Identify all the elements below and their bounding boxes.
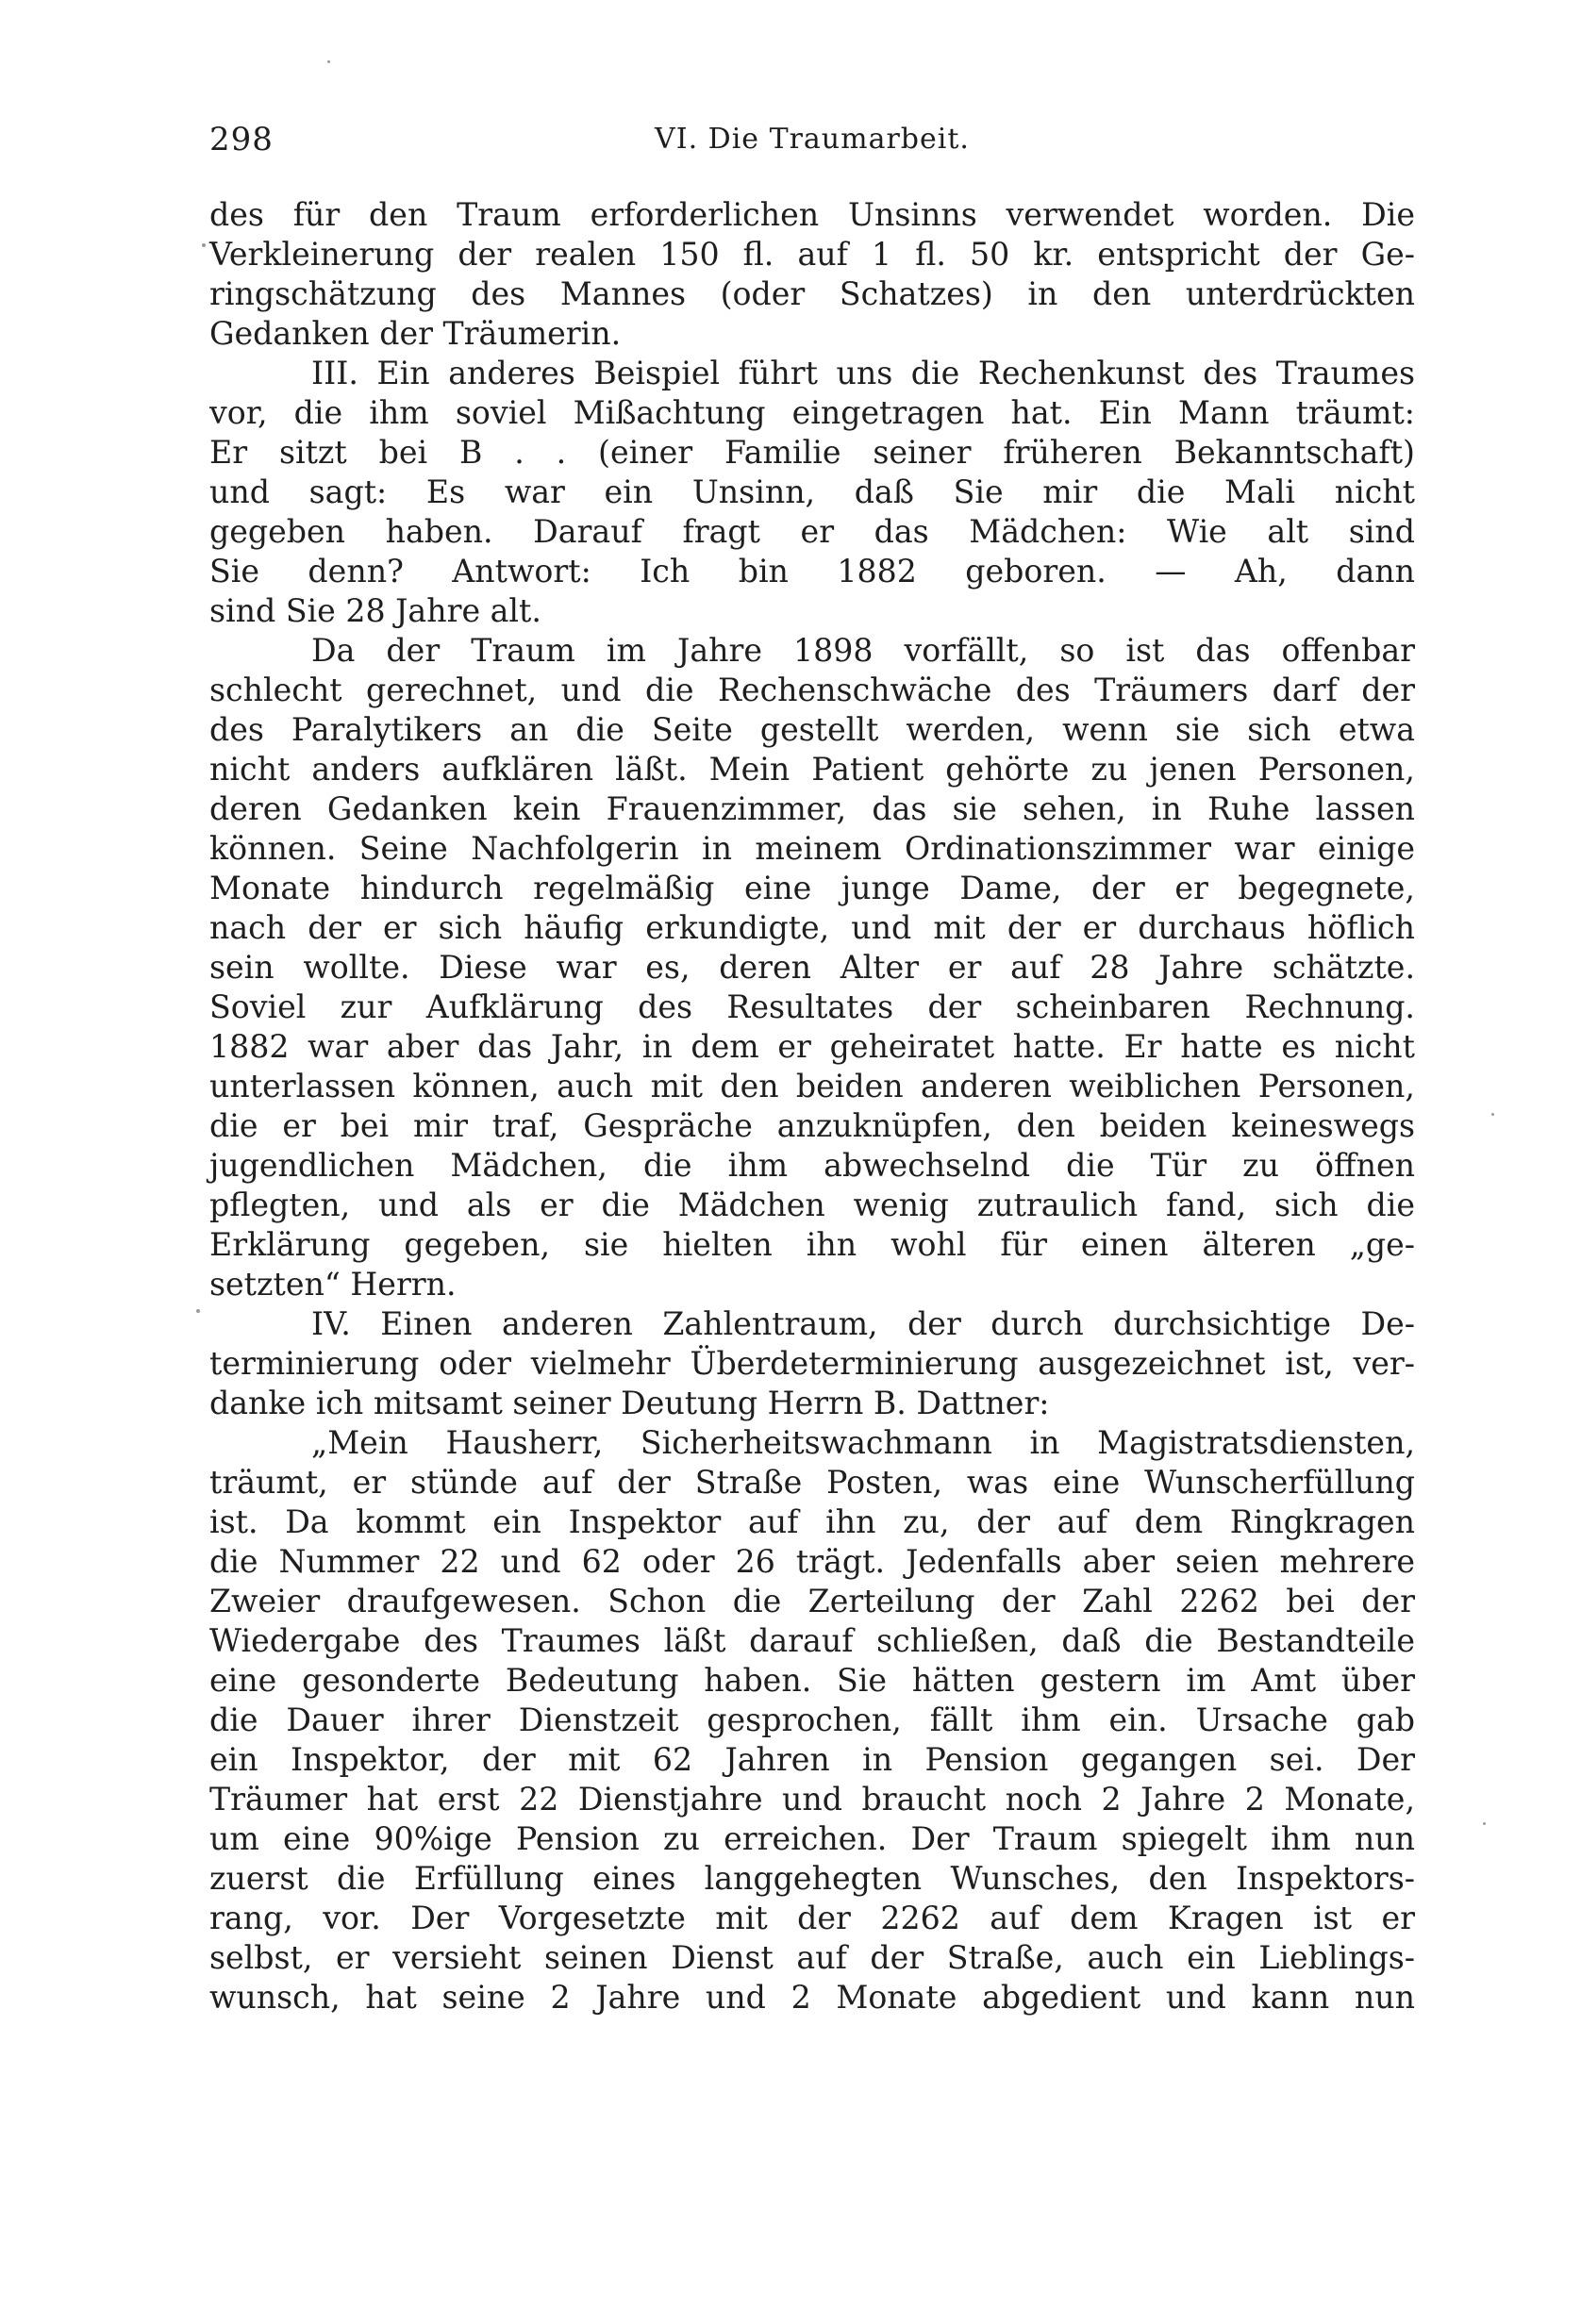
scan-speck — [202, 243, 206, 247]
text-line: setzten“ Herrn. — [209, 1266, 457, 1303]
text-line: gegeben haben. Darauf fragt er das Mädchen: Wie alt sind — [209, 513, 1415, 550]
text-line: Zweier draufgewesen. Schon die Zerteilung der Zahl 2262 bei der — [209, 1583, 1415, 1619]
text-line: wunsch, hat seine 2 Jahre und 2 Monate abgedient und kann nun — [209, 1979, 1415, 2016]
text-line: sind Sie 28 Jahre alt. — [209, 592, 541, 629]
text-line: „Mein Hausherr, Sicherheitswachmann in Magistratsdiensten, — [311, 1424, 1415, 1461]
text-line: Erklärung gegeben, sie hielten ihn wohl für einen älteren „ge- — [209, 1226, 1415, 1263]
text-line: nicht anders aufklären läßt. Mein Patient gehörte zu jenen Personen, — [209, 751, 1415, 788]
text-line: unterlassen können, auch mit den beiden anderen weiblichen Personen, — [209, 1068, 1415, 1104]
text-line: Gedanken der Träumerin. — [209, 315, 622, 352]
text-line: eine gesonderte Bedeutung haben. Sie hätten gestern im Amt über — [209, 1662, 1415, 1699]
text-line: danke ich mitsamt seiner Deutung Herrn B. Dattner: — [209, 1385, 1050, 1421]
text-line: des für den Traum erforderlichen Unsinns verwendet worden. Die — [209, 196, 1415, 233]
scan-speck — [1483, 1822, 1486, 1825]
text-line: pflegten, und als er die Mädchen wenig zutraulich fand, sich die — [209, 1187, 1415, 1223]
text-line: können. Seine Nachfolgerin in meinem Ordinationszimmer war einige — [209, 830, 1415, 867]
page-number: 298 — [209, 121, 274, 158]
text-line: ein Inspektor, der mit 62 Jahren in Pension gegangen sei. Der — [209, 1741, 1415, 1778]
text-line: vor, die ihm soviel Mißachtung eingetragen hat. Ein Mann träumt: — [209, 394, 1415, 431]
text-line: die er bei mir traf, Gespräche anzuknüpfen, den beiden keineswegs — [209, 1107, 1415, 1144]
text-line: des Paralytikers an die Seite gestellt werden, wenn sie sich etwa — [209, 711, 1415, 748]
text-line: zuerst die Erfüllung eines langgehegten Wunsches, den Inspektors- — [209, 1860, 1415, 1897]
page-header — [209, 121, 1415, 170]
text-line: Monate hindurch regelmäßig eine junge Dame, der er begegnete, — [209, 870, 1415, 906]
scan-speck — [1491, 1113, 1494, 1116]
text-line: jugendlichen Mädchen, die ihm abwechselnd die Tür zu öffnen — [209, 1147, 1415, 1184]
scan-speck — [327, 60, 330, 63]
text-line: ringschätzung des Mannes (oder Schatzes) in den unterdrückten — [209, 275, 1415, 312]
text-line: die Nummer 22 und 62 oder 26 trägt. Jedenfalls aber seien mehrere — [209, 1543, 1415, 1580]
text-line: Soviel zur Aufklärung des Resultates der scheinbaren Rechnung. — [209, 988, 1415, 1025]
text-line: schlecht gerechnet, und die Rechenschwäche des Träumers darf der — [209, 672, 1415, 708]
text-line: Da der Traum im Jahre 1898 vorfällt, so ist das offenbar — [311, 632, 1415, 669]
text-line: selbst, er versieht seinen Dienst auf der Straße, auch ein Lieblings- — [209, 1939, 1415, 1976]
text-line: ist. Da kommt ein Inspektor auf ihn zu, der auf dem Ringkragen — [209, 1503, 1415, 1540]
scan-speck — [196, 1309, 200, 1313]
text-line: Sie denn? Antwort: Ich bin 1882 geboren. — Ah, dann — [209, 553, 1415, 589]
text-line: Träumer hat erst 22 Dienstjahre und braucht noch 2 Jahre 2 Monate, — [209, 1781, 1415, 1818]
text-line: terminierung oder vielmehr Überdeterminierung ausgezeichnet ist, ver- — [209, 1345, 1415, 1382]
text-line: sein wollte. Diese war es, deren Alter er auf 28 Jahre schätzte. — [209, 949, 1415, 986]
text-line: Er sitzt bei B . . (einer Familie seiner früheren Bekanntschaft) — [209, 434, 1415, 471]
text-line: Verkleinerung der realen 150 fl. auf 1 fl. 50 kr. entspricht der Ge- — [209, 236, 1415, 273]
text-line: deren Gedanken kein Frauenzimmer, das sie sehen, in Ruhe lassen — [209, 790, 1415, 827]
text-line: die Dauer ihrer Dienstzeit gesprochen, fällt ihm ein. Ursache gab — [209, 1702, 1415, 1738]
text-line: III. Ein anderes Beispiel führt uns die Rechenkunst des Traumes — [311, 355, 1415, 391]
text-line: IV. Einen anderen Zahlentraum, der durch durchsichtige De- — [311, 1305, 1415, 1342]
text-line: rang, vor. Der Vorgesetzte mit der 2262 auf dem Kragen ist er — [209, 1900, 1415, 1936]
text-line: Wiedergabe des Traumes läßt darauf schließen, daß die Bestandteile — [209, 1622, 1415, 1659]
text-line: 1882 war aber das Jahr, in dem er geheiratet hatte. Er hatte es nicht — [209, 1028, 1415, 1065]
text-line: träumt, er stünde auf der Straße Posten, was eine Wunscherfüllung — [209, 1464, 1415, 1501]
text-line: und sagt: Es war ein Unsinn, daß Sie mir die Mali nicht — [209, 473, 1415, 510]
text-line: nach der er sich häufig erkundigte, und mit der er durchaus höflich — [209, 909, 1415, 946]
running-head: VI. Die Traumarbeit. — [655, 123, 970, 156]
body-text — [209, 195, 1415, 2017]
text-line: um eine 90%ige Pension zu erreichen. Der Traum spiegelt ihm nun — [209, 1820, 1415, 1857]
